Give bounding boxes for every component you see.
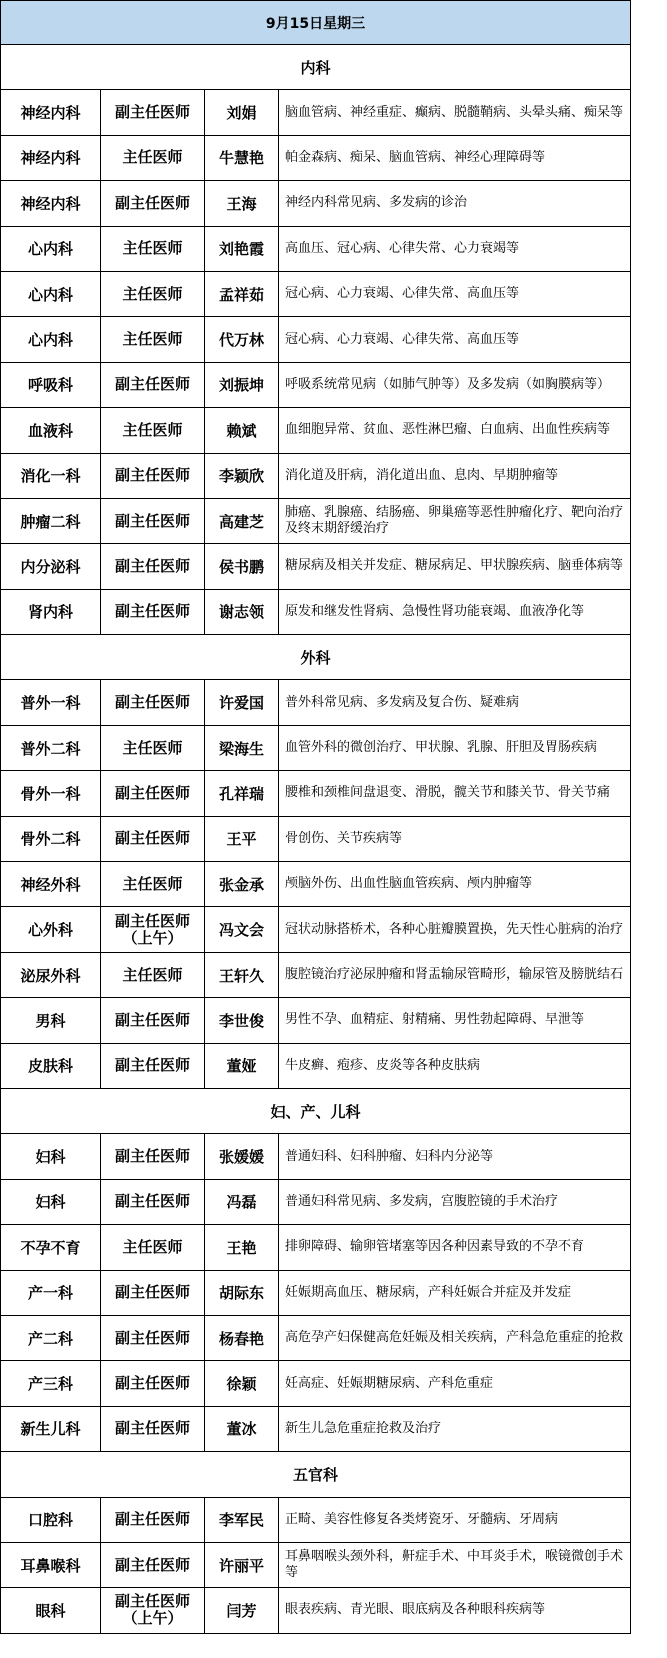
table-row xyxy=(1,408,631,453)
table-row xyxy=(1,1497,631,1542)
title-cell: 主任医师 xyxy=(101,725,205,770)
department-cell: 内分泌科 xyxy=(1,544,101,589)
table-row xyxy=(1,725,631,770)
date-row xyxy=(1,1,631,45)
schedule-body xyxy=(1,1,631,1634)
session-note: （上午） xyxy=(122,928,183,947)
specialty-cell: 冠心病、心力衰竭、心律失常、高血压等 xyxy=(279,271,631,316)
title-cell: 主任医师 xyxy=(101,317,205,362)
table-row xyxy=(1,181,631,226)
title-cell: 副主任医师 xyxy=(101,680,205,725)
section-title: 妇、产、儿科 xyxy=(1,1088,631,1133)
table-row xyxy=(1,907,631,952)
title-cell: 主任医师 xyxy=(101,408,205,453)
title-cell: 副主任医师 xyxy=(101,181,205,226)
title-cell: 副主任医师 xyxy=(101,1043,205,1088)
department-cell: 血液科 xyxy=(1,408,101,453)
title-cell: 副主任医师 xyxy=(101,1361,205,1406)
table-row xyxy=(1,1406,631,1451)
table-row xyxy=(1,1225,631,1270)
doctor-name-cell: 王艳 xyxy=(205,1225,279,1270)
department-cell: 产二科 xyxy=(1,1315,101,1360)
department-cell: 心内科 xyxy=(1,226,101,271)
doctor-name-cell: 徐颖 xyxy=(205,1361,279,1406)
doctor-name-cell: 张金承 xyxy=(205,862,279,907)
table-row xyxy=(1,1361,631,1406)
title-cell xyxy=(101,1588,205,1633)
title-cell: 副主任医师 xyxy=(101,453,205,498)
title-text: 副主任医师 xyxy=(114,1592,190,1611)
table-row xyxy=(1,680,631,725)
department-cell: 神经内科 xyxy=(1,90,101,135)
specialty-cell: 神经内科常见病、多发病的诊治 xyxy=(279,181,631,226)
specialty-cell: 高危孕产妇保健高危妊娠及相关疾病，产科急危重症的抢救 xyxy=(279,1315,631,1360)
title-cell: 副主任医师 xyxy=(101,998,205,1043)
table-row xyxy=(1,589,631,634)
title-cell: 副主任医师 xyxy=(101,816,205,861)
table-row xyxy=(1,90,631,135)
doctor-name-cell: 高建芝 xyxy=(205,498,279,543)
specialty-cell: 腹腔镜治疗泌尿肿瘤和肾盂输尿管畸形，输尿管及膀胱结石 xyxy=(279,952,631,997)
doctor-name-cell: 李世俊 xyxy=(205,998,279,1043)
table-row xyxy=(1,453,631,498)
doctor-name-cell: 许丽平 xyxy=(205,1542,279,1587)
specialty-cell: 血细胞异常、贫血、恶性淋巴瘤、白血病、出血性疾病等 xyxy=(279,408,631,453)
title-cell xyxy=(101,907,205,952)
department-cell: 骨外二科 xyxy=(1,816,101,861)
table-row xyxy=(1,771,631,816)
title-cell: 副主任医师 xyxy=(101,1497,205,1542)
table-row xyxy=(1,862,631,907)
department-cell: 肿瘤二科 xyxy=(1,498,101,543)
specialty-cell: 牛皮癣、疱疹、皮炎等各种皮肤病 xyxy=(279,1043,631,1088)
table-row xyxy=(1,498,631,543)
table-row xyxy=(1,1270,631,1315)
title-cell: 副主任医师 xyxy=(101,362,205,407)
specialty-cell: 糖尿病及相关并发症、糖尿病足、甲状腺疾病、脑垂体病等 xyxy=(279,544,631,589)
table-row xyxy=(1,544,631,589)
doctor-name-cell: 刘艳霞 xyxy=(205,226,279,271)
doctor-name-cell: 刘娟 xyxy=(205,90,279,135)
department-cell: 不孕不育 xyxy=(1,1225,101,1270)
specialty-cell: 眼表疾病、青光眼、眼底病及各种眼科疾病等 xyxy=(279,1588,631,1633)
table-row xyxy=(1,1588,631,1633)
doctor-name-cell: 王平 xyxy=(205,816,279,861)
department-cell: 心外科 xyxy=(1,907,101,952)
department-cell: 男科 xyxy=(1,998,101,1043)
table-row xyxy=(1,271,631,316)
doctor-name-cell: 侯书鹏 xyxy=(205,544,279,589)
title-cell: 副主任医师 xyxy=(101,1179,205,1224)
specialty-cell: 消化道及肝病，消化道出血、息肉、早期肿瘤等 xyxy=(279,453,631,498)
table-row xyxy=(1,998,631,1043)
doctor-name-cell: 李军民 xyxy=(205,1497,279,1542)
doctor-name-cell: 杨春艳 xyxy=(205,1315,279,1360)
doctor-name-cell: 闫芳 xyxy=(205,1588,279,1633)
table-row xyxy=(1,1542,631,1587)
table-row xyxy=(1,816,631,861)
specialty-cell: 呼吸系统常见病（如肺气肿等）及多发病（如胸膜病等） xyxy=(279,362,631,407)
title-cell: 主任医师 xyxy=(101,226,205,271)
title-cell: 副主任医师 xyxy=(101,498,205,543)
title-cell: 副主任医师 xyxy=(101,1315,205,1360)
table-row xyxy=(1,1179,631,1224)
specialty-cell: 耳鼻咽喉头颈外科，鼾症手术、中耳炎手术，喉镜微创手术等 xyxy=(279,1542,631,1587)
department-cell: 妇科 xyxy=(1,1179,101,1224)
date-header: 9月15日星期三 xyxy=(1,1,631,45)
title-cell: 主任医师 xyxy=(101,135,205,180)
doctor-name-cell: 王轩久 xyxy=(205,952,279,997)
department-cell: 眼科 xyxy=(1,1588,101,1633)
title-cell: 主任医师 xyxy=(101,271,205,316)
doctor-name-cell: 梁海生 xyxy=(205,725,279,770)
department-cell: 普外二科 xyxy=(1,725,101,770)
specialty-cell: 帕金森病、痴呆、脑血管病、神经心理障碍等 xyxy=(279,135,631,180)
department-cell: 心内科 xyxy=(1,317,101,362)
doctor-name-cell: 许爱国 xyxy=(205,680,279,725)
table-row xyxy=(1,1134,631,1179)
title-cell: 主任医师 xyxy=(101,952,205,997)
department-cell: 耳鼻喉科 xyxy=(1,1542,101,1587)
table-row xyxy=(1,317,631,362)
title-cell: 副主任医师 xyxy=(101,90,205,135)
department-cell: 心内科 xyxy=(1,271,101,316)
specialty-cell: 妊高症、妊娠期糖尿病、产科危重症 xyxy=(279,1361,631,1406)
doctor-name-cell: 孔祥瑞 xyxy=(205,771,279,816)
specialty-cell: 冠状动脉搭桥术，各种心脏瓣膜置换，先天性心脏病的治疗 xyxy=(279,907,631,952)
session-note: （上午） xyxy=(122,1609,183,1628)
title-cell: 副主任医师 xyxy=(101,1134,205,1179)
department-cell: 泌尿外科 xyxy=(1,952,101,997)
section-title: 内科 xyxy=(1,45,631,90)
department-cell: 神经内科 xyxy=(1,135,101,180)
doctor-name-cell: 孟祥茹 xyxy=(205,271,279,316)
department-cell: 肾内科 xyxy=(1,589,101,634)
title-cell: 副主任医师 xyxy=(101,1542,205,1587)
specialty-cell: 排卵障碍、输卵管堵塞等因各种因素导致的不孕不育 xyxy=(279,1225,631,1270)
specialty-cell: 脑血管病、神经重症、癫病、脱髓鞘病、头晕头痛、痴呆等 xyxy=(279,90,631,135)
section-row xyxy=(1,635,631,680)
specialty-cell: 普外科常见病、多发病及复合伤、疑难病 xyxy=(279,680,631,725)
department-cell: 皮肤科 xyxy=(1,1043,101,1088)
doctor-name-cell: 张媛媛 xyxy=(205,1134,279,1179)
specialty-cell: 普通妇科常见病、多发病，宫腹腔镜的手术治疗 xyxy=(279,1179,631,1224)
department-cell: 消化一科 xyxy=(1,453,101,498)
department-cell: 骨外一科 xyxy=(1,771,101,816)
doctor-name-cell: 刘振坤 xyxy=(205,362,279,407)
specialty-cell: 冠心病、心力衰竭、心律失常、高血压等 xyxy=(279,317,631,362)
department-cell: 呼吸科 xyxy=(1,362,101,407)
section-row xyxy=(1,1452,631,1497)
section-title: 五官科 xyxy=(1,1452,631,1497)
department-cell: 产三科 xyxy=(1,1361,101,1406)
specialty-cell: 骨创伤、关节疾病等 xyxy=(279,816,631,861)
department-cell: 妇科 xyxy=(1,1134,101,1179)
department-cell: 神经外科 xyxy=(1,862,101,907)
table-row xyxy=(1,952,631,997)
table-row xyxy=(1,362,631,407)
doctor-name-cell: 李颖欣 xyxy=(205,453,279,498)
title-cell: 主任医师 xyxy=(101,862,205,907)
doctor-name-cell: 代万林 xyxy=(205,317,279,362)
specialty-cell: 普通妇科、妇科肿瘤、妇科内分泌等 xyxy=(279,1134,631,1179)
section-title: 外科 xyxy=(1,635,631,680)
table-row xyxy=(1,135,631,180)
doctor-name-cell: 冯文会 xyxy=(205,907,279,952)
department-cell: 产一科 xyxy=(1,1270,101,1315)
specialty-cell: 原发和继发性肾病、急慢性肾功能衰竭、血液净化等 xyxy=(279,589,631,634)
title-cell: 副主任医师 xyxy=(101,1406,205,1451)
specialty-cell: 男性不孕、血精症、射精痛、男性勃起障碍、早泄等 xyxy=(279,998,631,1043)
doctor-name-cell: 牛慧艳 xyxy=(205,135,279,180)
specialty-cell: 新生儿急危重症抢救及治疗 xyxy=(279,1406,631,1451)
table-row xyxy=(1,1315,631,1360)
specialty-cell: 颅脑外伤、出血性脑血管疾病、颅内肿瘤等 xyxy=(279,862,631,907)
department-cell: 普外一科 xyxy=(1,680,101,725)
title-cell: 副主任医师 xyxy=(101,544,205,589)
doctor-name-cell: 冯磊 xyxy=(205,1179,279,1224)
table-row xyxy=(1,226,631,271)
specialty-cell: 正畸、美容性修复各类烤瓷牙、牙髓病、牙周病 xyxy=(279,1497,631,1542)
specialty-cell: 妊娠期高血压、糖尿病，产科妊娠合并症及并发症 xyxy=(279,1270,631,1315)
title-cell: 副主任医师 xyxy=(101,771,205,816)
title-text: 副主任医师 xyxy=(114,911,190,930)
specialty-cell: 血管外科的微创治疗、甲状腺、乳腺、肝胆及胃肠疾病 xyxy=(279,725,631,770)
specialty-cell: 肺癌、乳腺癌、结肠癌、卵巢癌等恶性肿瘤化疗、靶向治疗及终末期舒缓治疗 xyxy=(279,498,631,543)
title-cell: 副主任医师 xyxy=(101,1270,205,1315)
doctor-name-cell: 谢志领 xyxy=(205,589,279,634)
title-cell: 主任医师 xyxy=(101,1225,205,1270)
doctor-name-cell: 董冰 xyxy=(205,1406,279,1451)
department-cell: 口腔科 xyxy=(1,1497,101,1542)
doctor-name-cell: 王海 xyxy=(205,181,279,226)
doctor-name-cell: 赖斌 xyxy=(205,408,279,453)
section-row xyxy=(1,1088,631,1133)
specialty-cell: 腰椎和颈椎间盘退变、滑脱，髋关节和膝关节、骨关节痛 xyxy=(279,771,631,816)
table-row xyxy=(1,1043,631,1088)
doctor-name-cell: 胡际东 xyxy=(205,1270,279,1315)
specialty-cell: 高血压、冠心病、心律失常、心力衰竭等 xyxy=(279,226,631,271)
doctor-name-cell: 董娅 xyxy=(205,1043,279,1088)
department-cell: 新生儿科 xyxy=(1,1406,101,1451)
department-cell: 神经内科 xyxy=(1,181,101,226)
section-row xyxy=(1,45,631,90)
title-cell: 副主任医师 xyxy=(101,589,205,634)
